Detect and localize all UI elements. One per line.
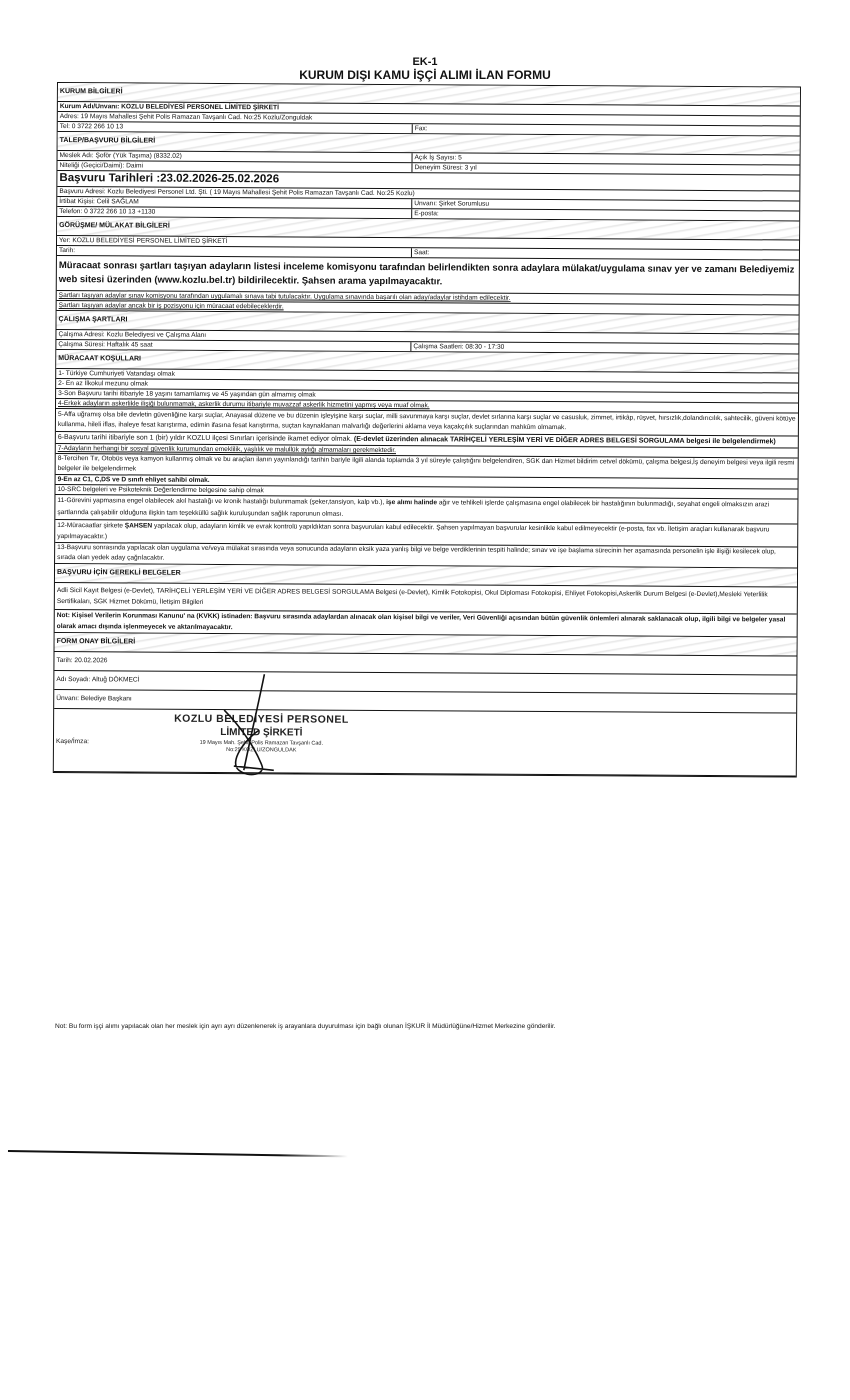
form-title: KURUM DIŞI KAMU İŞÇİ ALIMI İLAN FORMU — [299, 68, 551, 82]
stamp-line-2: LİMİTED ŞİRKETİ — [220, 727, 303, 739]
section-kurum-bilgileri: KURUM BİLGİLERİ — [58, 83, 800, 107]
stamp-line-4: No:25 KOZLU/ZONGULDAK — [226, 747, 297, 754]
gorusme-duyuru: Müracaat sonrası şartları taşıyan adayların listesi inceleme komisyonu tarafından belirlendikten sonra adaylara mülakat/uygulama sınav yer ve zamanı Belediyemiz web sitesi üzerinden (www.kozlu.bel.tr) bildirilecektir. Şahsen arama yapılmayacaktır. — [57, 256, 799, 296]
kosul-11-text-c: ağır ve tehlikeli işlerde çalışmasına engel olabilecek bir hastalığının bulunmadığı, seyahat engeli olmaksızın arazi şartlarında çalışabilir olduğuna ilişkin tam teşekküllü sağlık kuruluşundan sağlık raporunun olması. — [57, 499, 770, 518]
kosul-3: 3-Son Başvuru tarihi itibariyle 18 yaşını tamamlamış ve 45 yaşından gün almamış olmak — [56, 389, 798, 404]
footer-note: Not: Bu form işçi alımı yapılacak olan her meslek için ayrı ayrı düzenlenerek iş arayanlara duyurulması için bağlı olunan İŞKUR İl Müdürlüğüne/Hizmet Merkezine gönderilir. — [55, 1023, 556, 1030]
kosul-8: 8-Tercihen Tır, Otobüs veya kamyon kullanmış olmak ve bu araçları ilanın yayınlandığı tarihin bariyle ilgili alanda toplamda 3 yıl süreyle çalıştığını belgelendiren, SGK dan Hizmet bildirim cetvel dökümü, çalışma belgesi,İş deneyim belgesi veya ilgili resmi belgeler ile belgelendirmek — [56, 454, 798, 480]
gorusme-saat: Saat: — [413, 249, 430, 257]
onay-kase-imza: Kaşe/İmza: — [55, 738, 89, 746]
basvuru-tarihleri: Başvuru Tarihleri :23.02.2026-25.02.2026 — [57, 171, 799, 192]
kosul-12-text-a: 12-Müracaatlar şirkete — [57, 522, 125, 530]
calisma-suresi: Çalışma Süresi: Haftalık 45 saat — [56, 340, 411, 351]
section-calisma-sartlari: ÇALIŞMA ŞARTLARI — [56, 311, 798, 335]
kurum-fax: Fax: — [414, 125, 428, 133]
irtibat-kisisi: İrtibat Kişisi: Celil SAĞLAM — [57, 197, 412, 208]
onay-unvan: Ünvanı: Belediye Başkanı — [54, 690, 796, 714]
kosul-1: 1- Türkiye Cumhuriyeti Vatandaşı olmak — [56, 369, 798, 384]
annex-label: EK-1 — [412, 56, 438, 68]
stamp-line-3: 19 Mayıs Mah. Şehit Polis Ramazan Tavşanlı Cad. — [199, 739, 324, 747]
gorusme-yer: Yer: KOZLU BELEDİYESİ PERSONEL LİMİTED ŞİRKETİ — [57, 236, 799, 251]
meslek-adi: Meslek Adı: Şoför (Yük Taşıma) (8332.02) — [58, 151, 413, 162]
calisma-adresi: Çalışma Adresi: Kozlu Belediyesi ve Çalışma Alanı — [56, 330, 798, 345]
scan-artifact-line — [8, 1150, 348, 1157]
kosul-13: 13-Başvuru sonrasında yapılacak olan uygulama ve/veya mülakat sırasında veya sonucunda adayların eksik yaza yanlış bilgi ve belge verdiklerinin tespiti halinde; sınav ve işe başlama sürecinin her aşamasında personelin işle ilişiği kesilecek olup, sırada olan yedek aday çağrılacaktır. — [55, 543, 797, 569]
section-gerekli-belgeler: BAŞVURU İÇİN GEREKLİ BELGELER — [55, 564, 797, 588]
gorusme-not-1: Şartları taşıyan adaylar sınav komisyonu tarafından uygulamalı sınava tabi tutulacaktır. Uygulama sınavında başarılı olan aday/adaylar istihdam edilecektir. — [57, 291, 799, 306]
kosul-5: 5-Affa uğramış olsa bile devletin güvenliğine karşı suçlar, Anayasal düzene ve bu düzenin işleyişine karşı suçlar, milli savunmaya karşı suçlar, devlet sırlarına karşı suçlar ve casusluk, zimmet, irtikâp, rüşvet, hırsızlık,dolandırıcılık, sahtecilik, güveni kötüye kullanma, hileli iflas, ihaleye fesat karıştırma, edimin ifasına fesat karıştırma, suçtan kaynaklanan malvarlığı değerlerini aklama veya kaçakçılık suçlarından mahkûm olmamak. — [56, 409, 798, 437]
eposta: E-posta: — [414, 210, 439, 218]
section-talep-basvuru: TALEP/BAŞVURU BİLGİLERİ — [58, 132, 800, 156]
section-form-onay: FORM ONAY BİLGİLERİ — [55, 633, 797, 657]
acik-is-sayisi: Açık İş Sayısı: 5 — [414, 154, 462, 162]
kosul-2: 2- En az İlkokul mezunu olmak — [56, 379, 798, 394]
deneyim-suresi: Deneyim Süresi: 3 yıl — [414, 164, 477, 172]
onay-kase-imza-row — [54, 709, 796, 777]
gorusme-not-2: Şartları taşıyan adaylar ancak bir iş pozisyonu için müracaat edebileceklerdir. — [57, 301, 799, 316]
kosul-9: 9-En az C1, C,DS ve D sınıfı ehliyet sahibi olmak. — [56, 475, 798, 490]
kurum-adi: Kurum Adı/Unvanı: KOZLU BELEDİYESİ PERSONEL LİMİTED ŞİRKETİ — [58, 102, 800, 117]
kosul-11-text-b: işe alımı halinde — [386, 499, 438, 507]
kosul-11-text-a: 11-Görevini yapmasına engel olabilecek akıl hastalığı ve kronik hastalığı bulunmamak (şeker,tansiyon, kalp vb.), — [57, 497, 387, 507]
kurum-tel: Tel: 0 3722 266 10 13 — [58, 122, 413, 133]
kosul-6-belge: (E-devlet üzerinden alınacak TARİHÇELİ YERLEŞİM YERİ VE DİĞER ADRES BELGESİ SORGULAMA belgesi ile belgelendirmek) — [353, 435, 776, 446]
kosul-12-text-b: ŞAHSEN — [124, 522, 153, 530]
calisma-saatleri: Çalışma Saatleri: 08:30 - 17:30 — [413, 343, 505, 351]
kosul-12-text-c: yapılacak olup, adayların kimlik ve evrak kontrolü yapıldıktan sonra başvuruları kabul edilecektir. Şahsen yapılmayan başvurular kesinlikle kabul edilmeyecektir (e-posta, fax vb. İletişim araçları kullanarak başvuru yapılmayacaktır.) — [57, 522, 770, 541]
kurum-adres: Adres: 19 Mayıs Mahallesi Şehit Polis Ramazan Tavşanlı Cad. No:25 Kozlu/Zonguldak — [58, 112, 800, 127]
telefon: Telefon: 0 3722 266 10 13 +1130 — [57, 207, 412, 218]
section-gorusme-mulakat: GÖRÜŞME/ MÜLAKAT BİLGİLERİ — [57, 217, 799, 241]
kvkk-notu: Not: Kişisel Verilerin Korunması Kanunu' na (KVKK) istinaden: Başvuru sırasında adaylardan alınacak olan kişisel bilgi ve veriler, Veri Güvenliği açısından bütün güvenlik önlemleri alınarak saklanacak olup, ilgili bilgi ve belgeler yasal olarak amacı dışında işlenmeyecek ve aktarılmayacaktır. — [55, 610, 797, 638]
irtibat-unvani: Unvanı: Şirket Sorumlusu — [414, 200, 490, 208]
onay-ad-soyad: Adı Soyadı: Altuğ DÖKMECİ — [54, 671, 796, 695]
job-posting-form — [53, 82, 801, 778]
onay-tarih: Tarih: 20.02.2026 — [54, 652, 796, 676]
kosul-10: 10-SRC belgeleri ve Psikoteknik Değerlendirme belgesine sahip olmak — [55, 485, 797, 500]
section-muracaat-kosullari: MÜRACAAT KOŞULLARI — [56, 350, 798, 374]
gerekli-belgeler-listesi: Adli Sicil Kayıt Belgesi (e-Devlet), TARİHÇELİ YERLEŞİM YERİ VE DİĞER ADRES BELGESİ SORGULAMA Belgesi (e-Devlet), Kimlik Fotokopisi, Okul Diploması Fotokopisi, Ehliyet Fotokopisi,Askerlik Durum Belgesi (e-Devlet),Mesleki Yeterlilik Sertifikaları, SGK Hizmet Dökümü, İletişim Bilgileri — [55, 583, 797, 615]
signature-icon — [204, 670, 295, 781]
basvuru-adresi: Başvuru Adresi: Kozlu Belediyesi Personel Ltd. Şti. ( 19 Mayıs Mahallesi Şehit Polis Ramazan Tavşanlı Cad. No:25 Kozlu) — [57, 187, 799, 202]
stamp-line-1: KOZLU BELEDİYESİ PERSONEL — [174, 712, 349, 726]
gorusme-tarih: Tarih: — [57, 246, 412, 257]
kosul-7: 7-Adayların herhangi bir sosyal güvenlik kurumundan emeklilik, yaşlılık ve malullük aylığı almamaları gerekmektedir. — [56, 444, 798, 459]
kosul-6-text: 6-Başvuru tarihi itibariyle son 1 (bir) yıldır KOZLU ilçesi Sınırları içerisinde ikamet ediyor olmak. — [57, 434, 354, 443]
niteligi: Niteliği (Geçici/Daimi): Daimi — [57, 161, 412, 172]
kosul-4: 4-Erkek adayların askerlikle ilişiği bulunmamak, askerlik durumu itibariyle muvazzaf askerlik hizmetini yapmış veya muaf olmak. — [56, 399, 798, 414]
